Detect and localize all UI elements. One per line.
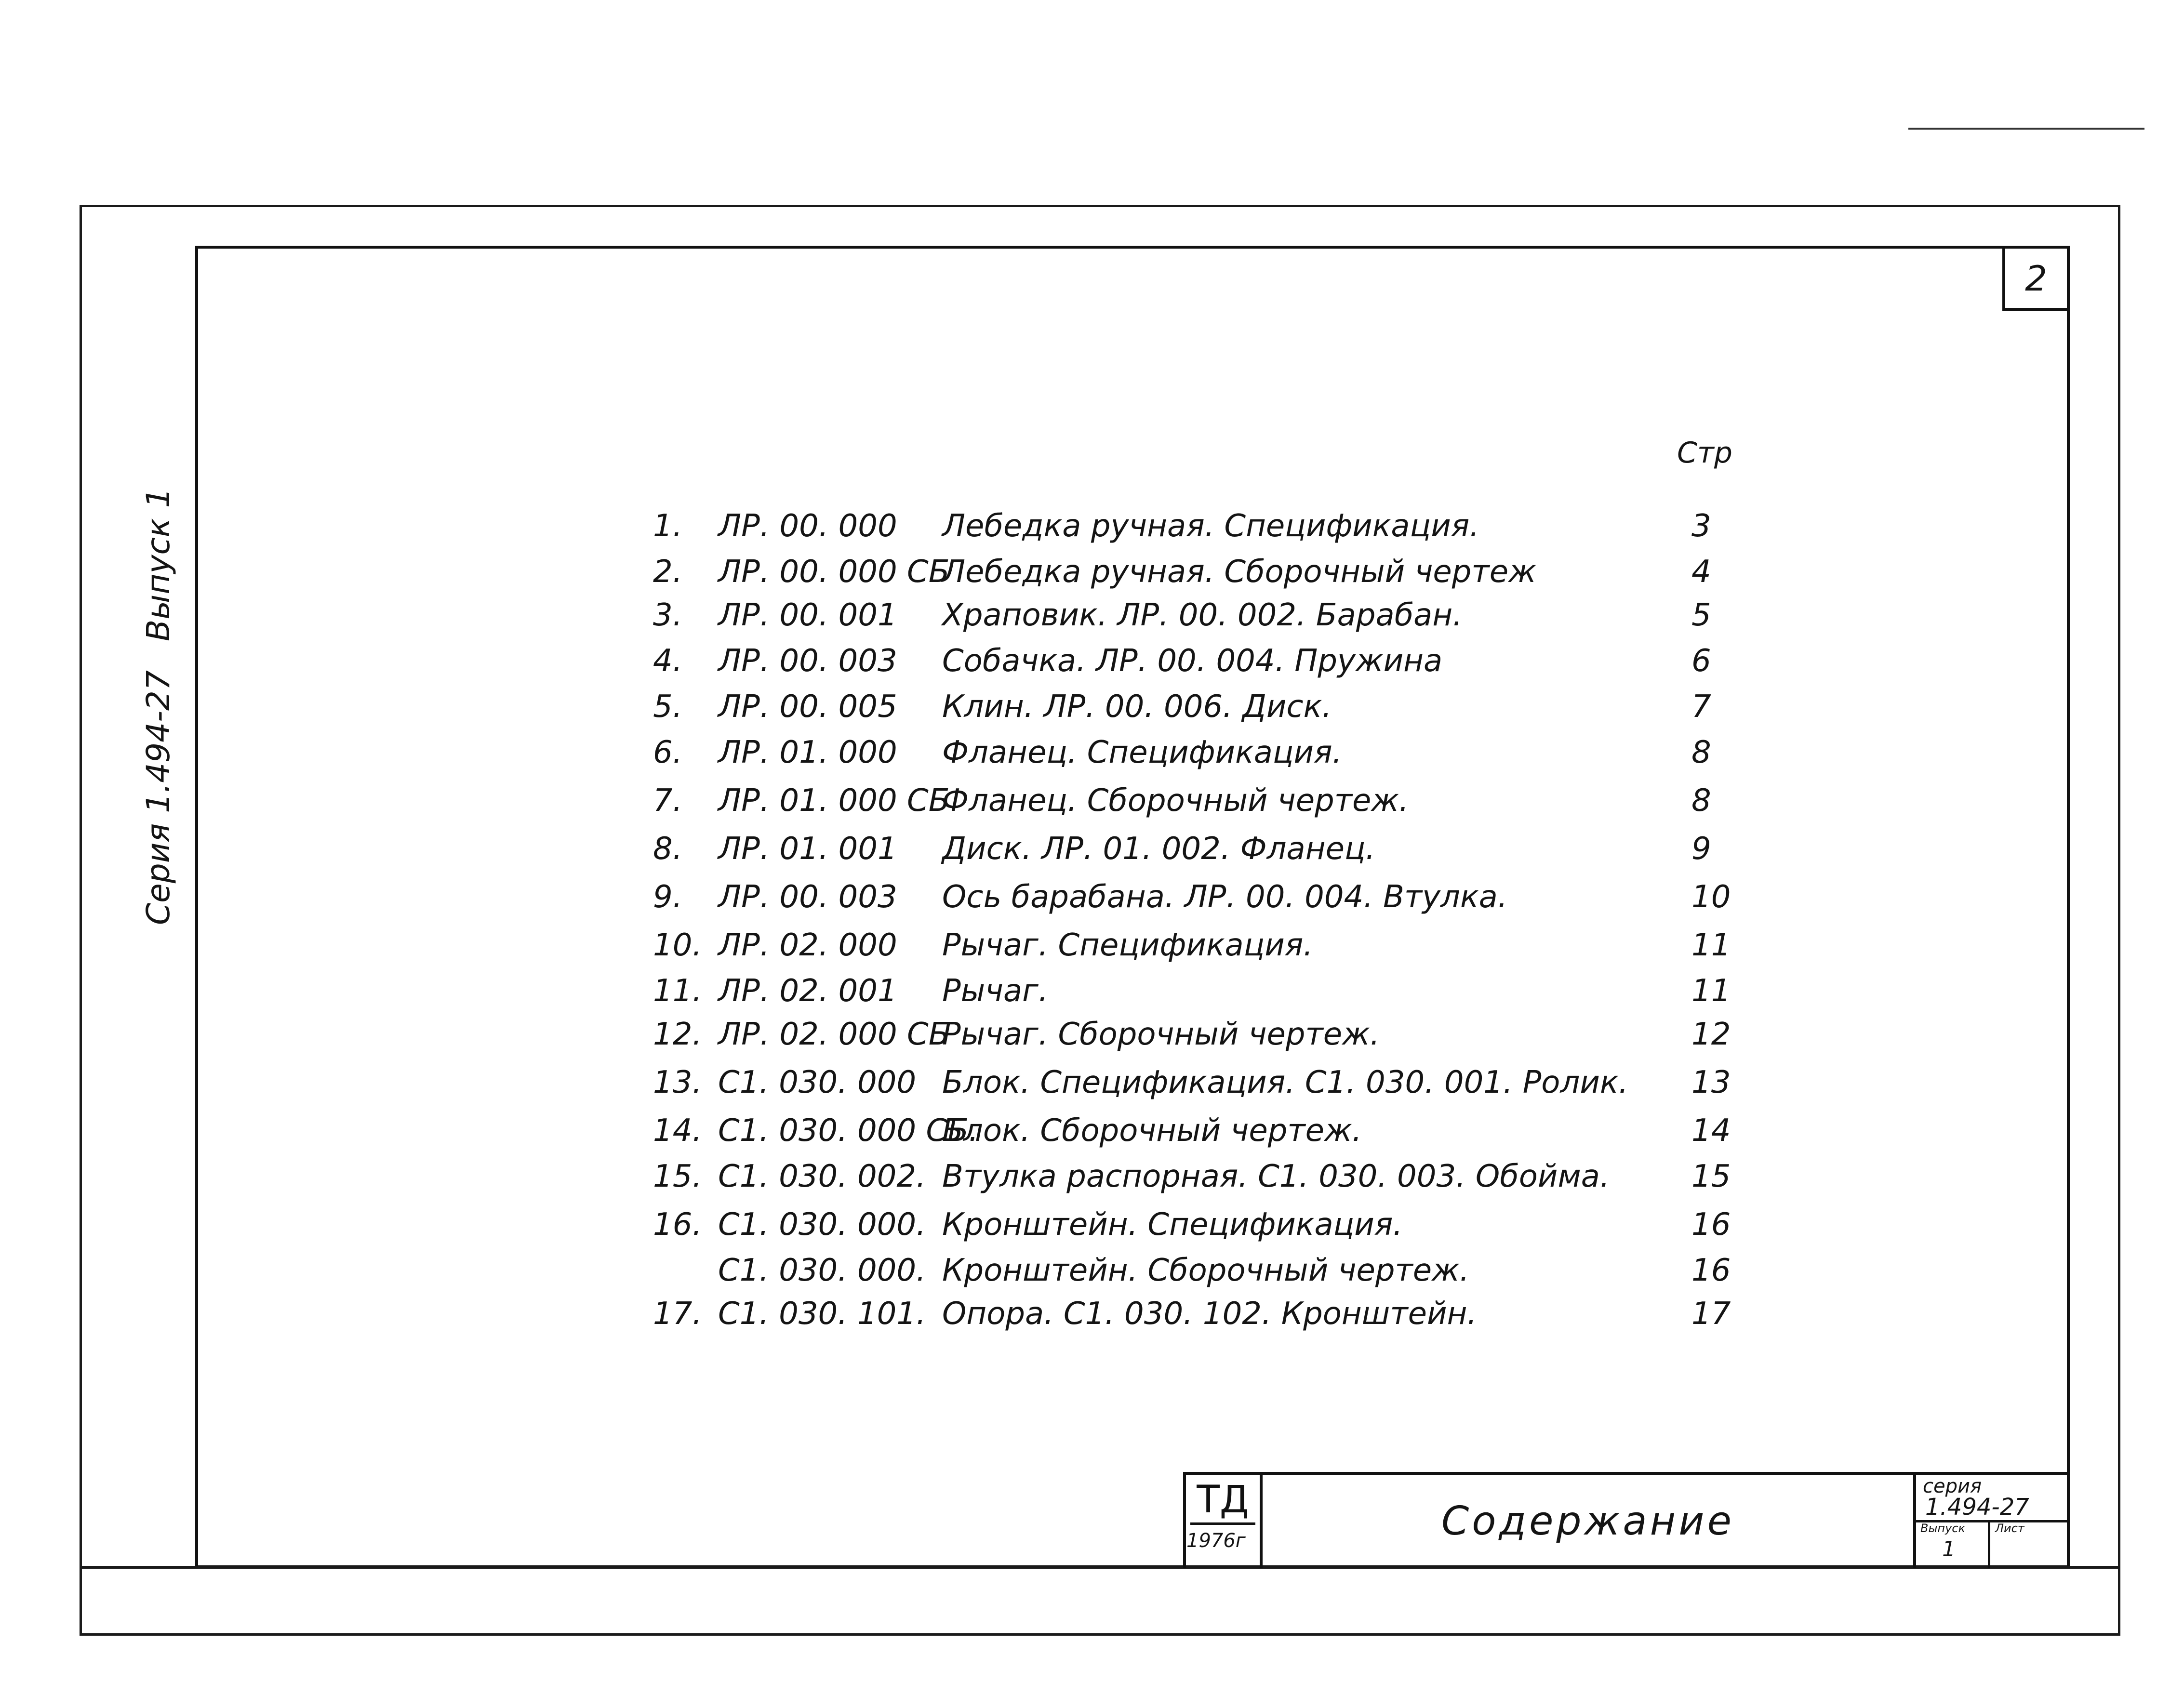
drawing-title: Блок. Спецификация. С1. 030. 001. Ролик. <box>942 1065 1628 1100</box>
drawing-title: Втулка распорная. С1. 030. 003. Обойма. <box>942 1159 1610 1194</box>
page-number: 15 <box>1691 1159 1731 1194</box>
page-number: 3 <box>1691 508 1711 544</box>
drawing-title: Храповик. ЛР. 00. 002. Барабан. <box>942 597 1463 633</box>
page-number: 8 <box>1691 783 1711 819</box>
page-number: 7 <box>1691 689 1711 725</box>
drawing-code: С1. 030. 101. <box>718 1296 926 1332</box>
page-number: 12 <box>1691 1017 1731 1052</box>
document-title: Содержание <box>1441 1498 1735 1544</box>
drawing-code: С1. 030. 000. <box>718 1253 926 1288</box>
divider <box>1988 1520 1990 1568</box>
sheet-number: 2 <box>2002 246 2070 311</box>
drawing-code: С1. 030. 000 <box>718 1065 917 1100</box>
page-number: 9 <box>1691 831 1711 867</box>
drawing-code: ЛР. 02. 000 СБ <box>718 1017 950 1052</box>
drawing-code: С1. 030. 000 СБ. <box>718 1113 979 1149</box>
drawing-title: Рычаг. Сборочный чертеж. <box>942 1017 1380 1052</box>
page-number: 17 <box>1691 1296 1731 1332</box>
page-column-header: Стр <box>1677 436 1732 470</box>
row-number: 15. <box>653 1159 702 1194</box>
row-number: 8. <box>653 831 683 867</box>
side-label <box>140 443 178 925</box>
page-number: 5 <box>1691 597 1711 633</box>
drawing-code: ЛР. 01. 000 СБ <box>718 783 950 819</box>
drawing-title: Ось барабана. ЛР. 00. 004. Втулка. <box>942 879 1508 915</box>
page-number: 4 <box>1691 554 1711 590</box>
drawing-title: Рычаг. Спецификация. <box>942 927 1313 963</box>
page-number: 11 <box>1691 973 1731 1009</box>
side-issue: Выпуск 1 <box>140 488 177 642</box>
drawing-code: ЛР. 00. 003 <box>718 643 897 679</box>
page-number: 16 <box>1691 1253 1731 1288</box>
row-number: 3. <box>653 597 683 633</box>
row-number: 5. <box>653 689 683 725</box>
page-number: 6 <box>1691 643 1711 679</box>
row-number: 7. <box>653 783 683 819</box>
row-number: 17. <box>653 1296 702 1332</box>
sheet-label: Лист <box>1995 1522 2024 1535</box>
drawing-code: ЛР. 00. 000 СБ <box>718 554 950 590</box>
drawing-code: ЛР. 00. 001 <box>718 597 897 633</box>
org-label: ТД <box>1190 1477 1255 1525</box>
drawing-code: ЛР. 01. 001 <box>718 831 897 867</box>
series-value: 1.494-27 <box>1925 1494 2029 1521</box>
row-number: 12. <box>653 1017 702 1052</box>
series-label: серия <box>1923 1475 1982 1497</box>
drawing-code: ЛР. 02. 001 <box>718 973 897 1009</box>
row-number: 14. <box>653 1113 702 1149</box>
drawing-title: Лебедка ручная. Сборочный чертеж <box>942 554 1536 590</box>
row-number: 1. <box>653 508 683 544</box>
drawing-title: Рычаг. <box>942 973 1049 1009</box>
drawing-code: ЛР. 00. 000 <box>718 508 897 544</box>
drawing-title: Фланец. Сборочный чертеж. <box>942 783 1409 819</box>
drawing-code: С1. 030. 002. <box>718 1159 926 1194</box>
drawing-code: ЛР. 00. 003 <box>718 879 897 915</box>
row-number: 2. <box>653 554 683 590</box>
row-number: 6. <box>653 735 683 770</box>
row-number: 16. <box>653 1207 702 1243</box>
drawing-code: С1. 030. 000. <box>718 1207 926 1243</box>
page-number: 8 <box>1691 735 1711 770</box>
page-number: 16 <box>1691 1207 1731 1243</box>
page-number: 13 <box>1691 1065 1731 1100</box>
row-number: 4. <box>653 643 683 679</box>
row-number: 11. <box>653 973 702 1009</box>
drawing-code: ЛР. 00. 005 <box>718 689 897 725</box>
drawing-code: ЛР. 02. 000 <box>718 927 897 963</box>
page-number: 10 <box>1691 879 1731 915</box>
stray-line <box>2125 128 2144 130</box>
issue-label: Выпуск <box>1920 1522 1965 1535</box>
drawing-title: Клин. ЛР. 00. 006. Диск. <box>942 689 1332 725</box>
drawing-title: Диск. ЛР. 01. 002. Фланец. <box>942 831 1375 867</box>
drawing-title: Фланец. Спецификация. <box>942 735 1342 770</box>
drawing-title: Опора. С1. 030. 102. Кронштейн. <box>942 1296 1477 1332</box>
drawing-title: Блок. Сборочный чертеж. <box>942 1113 1362 1149</box>
side-series: Серия 1.494-27 <box>140 670 177 925</box>
stray-line <box>1908 128 2130 130</box>
page-number: 11 <box>1691 927 1731 963</box>
row-number: 9. <box>653 879 683 915</box>
page-number: 14 <box>1691 1113 1731 1149</box>
drawing-title: Лебедка ручная. Спецификация. <box>942 508 1479 544</box>
issue-value: 1 <box>1942 1537 1956 1561</box>
year: 1976г <box>1186 1530 1246 1552</box>
row-number: 13. <box>653 1065 702 1100</box>
drawing-title: Собачка. ЛР. 00. 004. Пружина <box>942 643 1443 679</box>
drawing-title: Кронштейн. Сборочный чертеж. <box>942 1253 1470 1288</box>
row-number: 10. <box>653 927 702 963</box>
drawing-title: Кронштейн. Спецификация. <box>942 1207 1403 1243</box>
drawing-code: ЛР. 01. 000 <box>718 735 897 770</box>
